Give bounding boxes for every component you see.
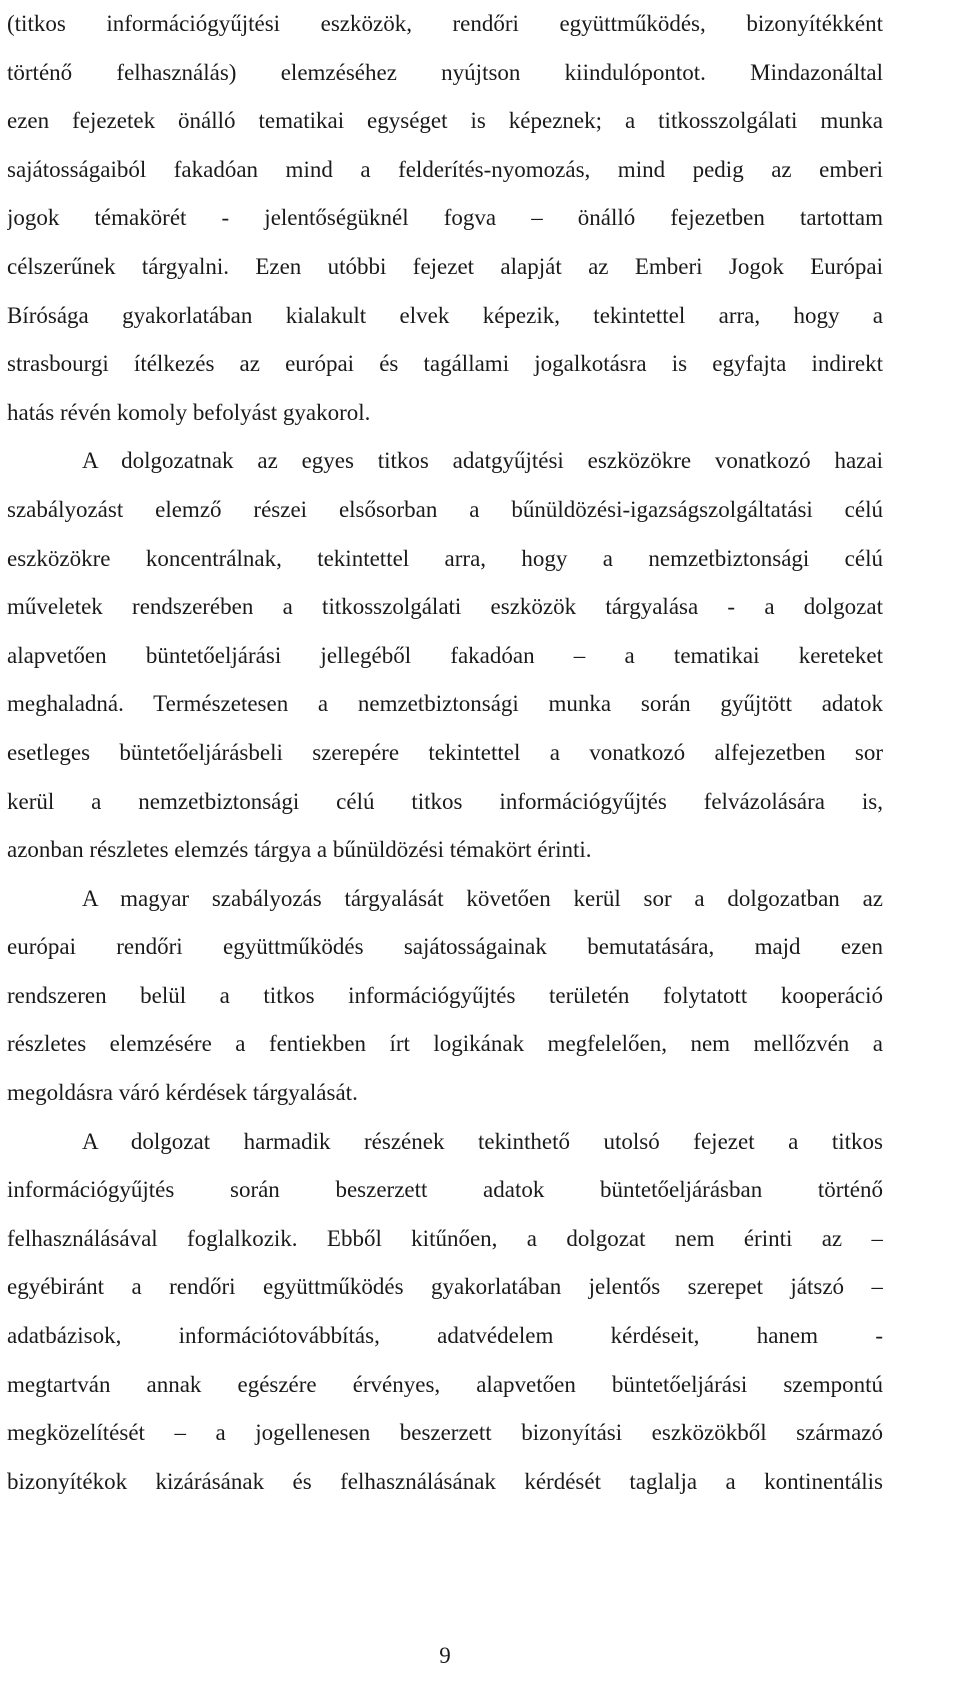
- text-line: felhasználásával foglalkozik. Ebből kitűnően, a dolgozat nem érinti az –: [7, 1225, 883, 1251]
- text-line: jogok témakörét - jelentőségüknél fogva – önálló fejezetben tartottam: [7, 205, 883, 231]
- body-text: [7, 0, 883, 1506]
- text-line: (titkos információgyűjtési eszközök, rendőri együttműködés, bizonyítékként: [7, 11, 883, 36]
- text-line: alapvetően büntetőeljárási jellegéből fakadóan – a tematikai kereteket: [7, 642, 883, 668]
- text-line-paragraph-start: A dolgozat harmadik részének tekinthető utolsó fejezet a titkos: [82, 1128, 883, 1154]
- text-line: rendszeren belül a titkos információgyűjtés területén folytatott kooperáció: [7, 982, 883, 1008]
- text-line: esetleges büntetőeljárásbeli szerepére tekintettel a vonatkozó alfejezetben sor: [7, 739, 883, 765]
- text-line: európai rendőri együttműködés sajátosságainak bemutatására, majd ezen: [7, 934, 883, 960]
- text-line: egyébiránt a rendőri együttműködés gyakorlatában jelentős szerepet játszó –: [7, 1274, 883, 1300]
- text-line: Bírósága gyakorlatában kialakult elvek képezik, tekintettel arra, hogy a: [7, 302, 883, 328]
- text-line-paragraph-start: A magyar szabályozás tárgyalását követően kerül sor a dolgozatban az: [82, 885, 883, 911]
- text-line: megtartván annak egészére érvényes, alapvetően büntetőeljárási szempontú: [7, 1371, 883, 1397]
- text-line-paragraph-start: A dolgozatnak az egyes titkos adatgyűjtési eszközökre vonatkozó hazai: [82, 448, 883, 474]
- text-line-paragraph-end: megoldásra váró kérdések tárgyalását.: [7, 1080, 358, 1106]
- text-line-paragraph-end: azonban részletes elemzés tárgya a bűnüldözési témakört érinti.: [7, 837, 592, 863]
- text-line: meghaladná. Természetesen a nemzetbiztonsági munka során gyűjtött adatok: [7, 691, 883, 717]
- text-line: adatbázisok, információtovábbítás, adatvédelem kérdéseit, hanem -: [7, 1323, 883, 1349]
- text-line: műveletek rendszerében a titkosszolgálati eszközök tárgyalása - a dolgozat: [7, 594, 883, 620]
- page-number: 9: [439, 1643, 451, 1668]
- text-line: részletes elemzésére a fentiekben írt logikának megfelelően, nem mellőzvén a: [7, 1031, 883, 1057]
- text-line: bizonyítékok kizárásának és felhasználásának kérdését taglalja a kontinentális: [7, 1468, 883, 1494]
- text-line: ezen fejezetek önálló tematikai egységet is képeznek; a titkosszolgálati munka: [7, 108, 883, 134]
- text-line: információgyűjtés során beszerzett adatok büntetőeljárásban történő: [7, 1177, 883, 1203]
- text-line: kerül a nemzetbiztonsági célú titkos információgyűjtés felvázolására is,: [7, 788, 883, 814]
- text-line: célszerűnek tárgyalni. Ezen utóbbi fejezet alapját az Emberi Jogok Európai: [7, 253, 883, 279]
- text-line: sajátosságaiból fakadóan mind a felderítés-nyomozás, mind pedig az emberi: [7, 156, 883, 182]
- text-line: eszközökre koncentrálnak, tekintettel arra, hogy a nemzetbiztonsági célú: [7, 545, 883, 571]
- text-line-paragraph-end: hatás révén komoly befolyást gyakorol.: [7, 399, 371, 425]
- text-line: strasbourgi ítélkezés az európai és tagállami jogalkotásra is egyfajta indirekt: [7, 351, 883, 377]
- text-line: történő felhasználás) elemzéséhez nyújtson kiindulópontot. Mindazonáltal: [7, 59, 883, 85]
- text-line: megközelítését – a jogellenesen beszerzett bizonyítási eszközökből származó: [7, 1420, 883, 1446]
- text-line: szabályozást elemző részei elsősorban a bűnüldözési-igazságszolgáltatási célú: [7, 496, 883, 522]
